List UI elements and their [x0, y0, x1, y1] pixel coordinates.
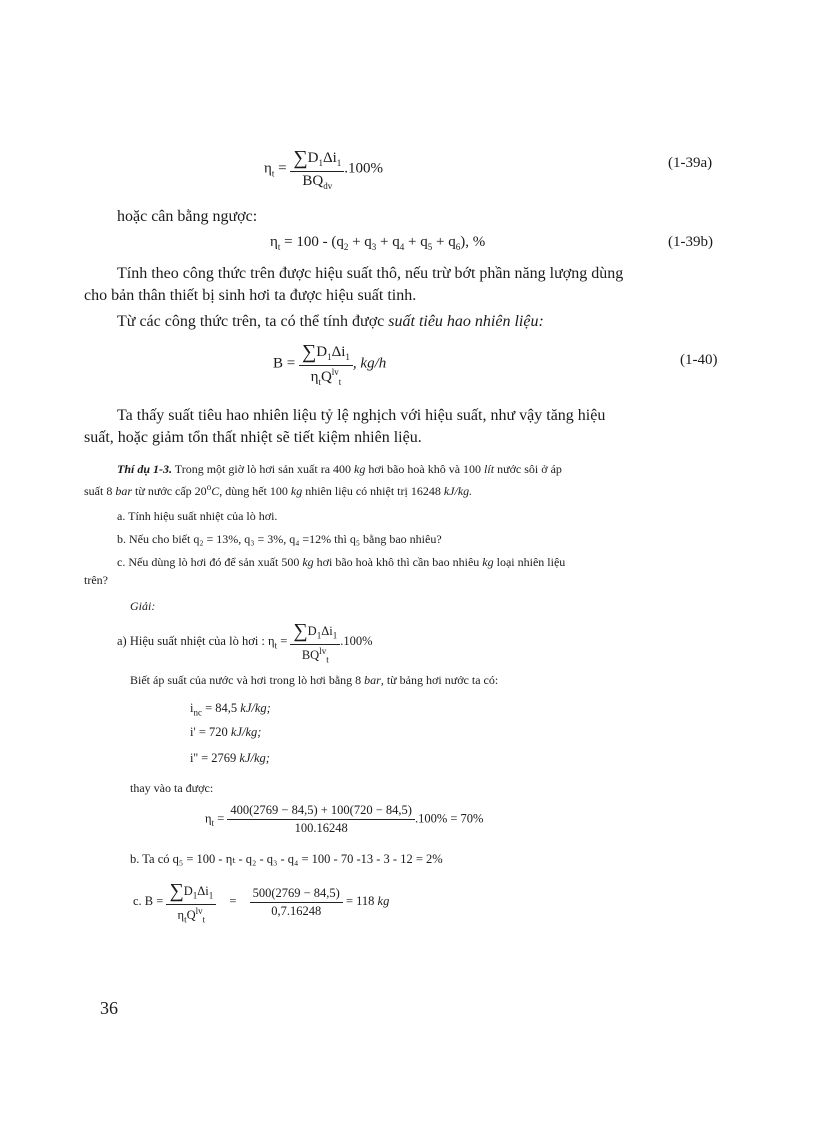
sub: 4: [399, 242, 405, 252]
question-b: b. Nếu cho biết q₂ = 13%, q₃ = 3%, q₄ =12% thì q₅ bằng bao nhiêu?: [117, 532, 442, 546]
fraction: [166, 880, 216, 925]
eq-label-39b: (1-39b): [668, 234, 713, 250]
sub: t: [338, 377, 342, 387]
t: lít: [484, 462, 495, 476]
para1-line2: cho bản thân thiết bị sinh hơi ta được hiệu suất tinh.: [84, 287, 417, 304]
t: , từ bảng hơi nước ta có:: [380, 673, 499, 687]
t: Q: [186, 908, 196, 923]
example-line2: [84, 478, 472, 500]
sub: 1: [345, 352, 350, 362]
para2-emph: suất tiêu hao nhiên liệu:: [388, 313, 544, 330]
t: Δi: [197, 884, 209, 898]
denominator: 0,7.16248: [271, 903, 322, 918]
thay-line: thay vào ta được:: [130, 781, 214, 795]
example-title: Thí dụ 1-3.: [117, 462, 173, 476]
t: C: [211, 484, 220, 498]
t: =: [214, 811, 225, 826]
fraction: [227, 803, 415, 836]
fraction: [299, 341, 353, 387]
t: i: [190, 701, 194, 715]
t: hơi bão hoà khô thì cần bao nhiêu: [313, 555, 483, 569]
t: BQ: [301, 648, 320, 663]
para2-text: Từ các công thức trên, ta có thể tính được: [117, 313, 389, 330]
sub: 1: [336, 158, 342, 168]
sub: 1: [208, 890, 214, 901]
den-q: Q: [320, 369, 332, 385]
giai-text: Giải:: [130, 599, 156, 613]
num-d: D: [316, 344, 328, 360]
sub: 1: [316, 630, 322, 641]
sub: 3: [371, 242, 377, 252]
sub: t: [202, 914, 206, 925]
para1-line1: Tính theo công thức trên được hiệu suất thô, nếu trừ bớt phần năng lượng dùng: [117, 265, 624, 282]
sup: lv: [195, 906, 203, 916]
sub: 5: [427, 242, 433, 252]
t: Biết áp suất của nước và hơi trong lò hơi bằng 8: [130, 673, 365, 687]
t: .100% = 70%: [414, 811, 484, 826]
equation-1-39b: [270, 234, 485, 252]
t: suất 8: [84, 484, 116, 498]
sigma-icon: ∑: [169, 880, 184, 902]
fraction: [250, 886, 343, 919]
result-eta: [205, 803, 483, 836]
t: = 84,5: [201, 701, 241, 715]
result-q5: b. Ta có q₅ = 100 - ηₜ - q₂ - q₃ - q₄ = 100 - 70 -13 - 3 - 12 = 2%: [130, 852, 443, 866]
sub: nc: [193, 707, 202, 718]
fraction: [290, 620, 340, 665]
t: kg: [482, 555, 494, 569]
sigma-icon: ∑: [293, 147, 308, 169]
eq-part: = 100 - (q: [280, 234, 344, 250]
eq-part: + q: [348, 234, 372, 250]
giai-label: [130, 597, 155, 615]
sub: t: [271, 168, 275, 179]
t: D: [183, 884, 193, 898]
t: kg: [354, 462, 366, 476]
eta-symbol: η: [264, 160, 272, 177]
biet-line: [130, 671, 498, 689]
den: BQ: [302, 173, 324, 189]
unit: , kg/h: [352, 355, 387, 372]
question-c: [117, 553, 565, 571]
page-number: 36: [100, 998, 118, 1018]
t: =: [277, 634, 288, 649]
eq-part: η: [270, 234, 278, 250]
equation-1-39a: $\eta_t$ = $\frac{\sum D_1\Delta i_1}{BQ_{dv}}$ .100%: [264, 147, 384, 191]
den-eta: η: [310, 369, 319, 385]
para2: [117, 310, 544, 334]
sub: t: [184, 914, 187, 925]
para3-line1: Ta thấy suất tiêu hao nhiên liệu tỷ lệ nghịch với hiệu suất, như vậy tăng hiệu: [117, 407, 606, 424]
value-i-prime: [190, 725, 261, 740]
t: η: [177, 908, 185, 923]
line-nguoc: hoặc cân bằng ngược:: [117, 208, 258, 225]
sub: t: [318, 377, 321, 387]
fraction: [290, 147, 344, 191]
sub: t: [277, 242, 281, 252]
sigma-icon: ∑: [301, 341, 317, 363]
sup: lv: [319, 646, 327, 656]
numerator: 400(2769 − 84,5) + 100(720 − 84,5): [227, 803, 415, 820]
eq-part: ), %: [460, 234, 486, 250]
num-d: D: [307, 150, 319, 166]
t: Δi: [321, 624, 333, 638]
sub: dv: [323, 181, 333, 191]
t: i' = 720: [190, 725, 231, 739]
sub: 1: [192, 890, 198, 901]
sub: t: [211, 817, 215, 828]
sub: 1: [318, 158, 323, 168]
sub: 1: [332, 630, 338, 641]
eq-label-40: (1-40): [680, 352, 718, 368]
eq-lhs: B =: [273, 355, 296, 372]
sigma-icon: ∑: [293, 620, 308, 642]
t: từ nước cấp 20: [132, 484, 207, 498]
denominator: 100.16248: [294, 821, 348, 835]
t: loại nhiên liệu: [493, 555, 566, 569]
t: kg: [377, 894, 390, 909]
t: i'' = 2769: [190, 751, 240, 765]
t: kg: [302, 555, 314, 569]
value-inc: [190, 701, 271, 718]
sub: t: [326, 654, 329, 665]
numerator: 500(2769 − 84,5): [250, 886, 343, 903]
num-di: Δi: [322, 150, 337, 166]
t: bar: [115, 484, 133, 498]
num-di: Δi: [331, 344, 346, 360]
t: c. B =: [133, 894, 164, 909]
sub: t: [274, 640, 278, 651]
sub: 6: [455, 242, 461, 252]
t: nước sôi ở áp: [494, 462, 562, 476]
para3-line2: suất, hoặc giảm tổn thất nhiệt sẽ tiết kiệm nhiên liệu.: [84, 429, 422, 446]
t: kJ/kg;: [240, 701, 271, 715]
t: = 118: [345, 894, 378, 909]
t: hơi bão hoà khô và 100: [365, 462, 485, 476]
eq-suffix: .100%: [344, 160, 384, 177]
result-b: [133, 880, 389, 925]
t: kJ/kg.: [443, 484, 473, 498]
t: kJ/kg;: [230, 725, 262, 739]
question-a: a. Tính hiệu suất nhiệt của lò hơi.: [117, 509, 278, 523]
solution-a: [117, 620, 373, 665]
eq-part: + q: [432, 234, 456, 250]
t: nhiên liệu có nhiệt trị 16248: [302, 484, 444, 498]
t: kg: [290, 484, 303, 498]
t: D: [307, 624, 317, 638]
value-i-double: [190, 751, 270, 766]
t: Trong một giờ lò hơi sản xuất ra 400: [172, 462, 355, 476]
example-line1: [117, 460, 562, 478]
eq-part: + q: [404, 234, 428, 250]
t: , dùng hết 100: [219, 484, 291, 498]
t: c. Nếu dùng lò hơi đó để sản xuất 500: [117, 555, 303, 569]
sub: 1: [327, 352, 332, 362]
t: kJ/kg;: [239, 751, 270, 765]
t: .100%: [340, 634, 373, 649]
t: a) Hiệu suất nhiệt của lò hơi : η: [117, 634, 275, 649]
equation-1-40: [273, 341, 386, 387]
t: η: [205, 811, 212, 826]
t: =: [229, 894, 237, 909]
sup: lv: [331, 367, 339, 377]
t: bar: [364, 673, 381, 687]
eq-label-39a: (1-39a): [668, 155, 713, 171]
eq-part: + q: [376, 234, 400, 250]
t: o: [206, 482, 212, 492]
sub: 2: [343, 242, 349, 252]
question-c-line2: trên?: [84, 573, 108, 587]
